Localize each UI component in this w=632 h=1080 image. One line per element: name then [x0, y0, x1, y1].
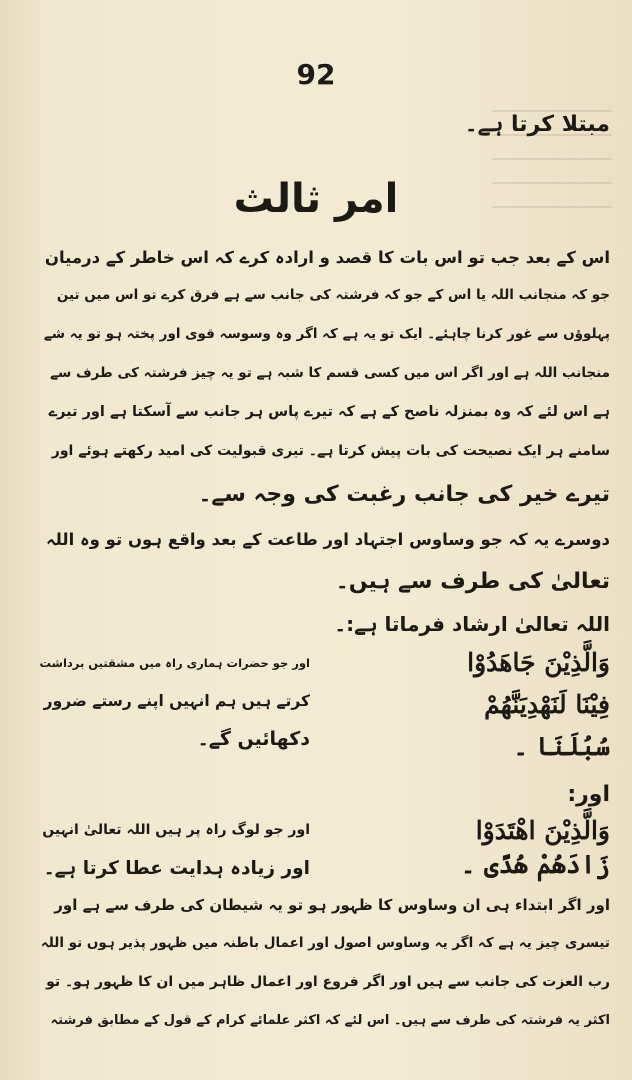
connector-text: اور:: [567, 782, 610, 807]
paragraph-line: اور اگر ابتداء ہی ان وساوس کا ظہور ہو تو یہ شیطان کی طرف سے ہے اور: [54, 896, 610, 914]
verse-translation-line: اور زیادہ ہدایت عطا کرتا ہے۔: [43, 858, 310, 879]
paragraph-line: ہے اس لئے کہ وہ بمنزلہ ناصح کے ہے کہ تیرے پاس ہر جانب سے آسکتا ہے اور تیرے: [48, 404, 610, 420]
verse-translation-line: دکھائیں گے۔: [197, 728, 310, 750]
quote-intro: اللہ تعالیٰ ارشاد فرماتا ہے:۔: [334, 612, 610, 636]
paragraph-line: اس کے بعد جب تو اس بات کا قصد و ارادہ کرے کہ اس خاطر کے درمیان: [44, 248, 610, 267]
paragraph-line: منجانب اللہ ہے اور اگر اس میں کسی قسم کا شبہ ہے تو یہ چیز فرشتہ کی طرف سے: [50, 365, 610, 381]
paragraph-line: جو کہ منجانب اللہ یا اس کے جو کہ فرشتہ کی جانب سے ہے فرق کرے تو اس میں تین: [56, 287, 610, 303]
arabic-verse-line: زَادَهُمْ هُدًی ۔: [460, 850, 610, 879]
arabic-verse-line: فِیْنَا لَنَهْدِیَنَّهُمْ: [484, 690, 610, 719]
verse-translation-line: اور جو لوگ راہ پر ہیں اللہ تعالیٰ انہیں: [42, 822, 310, 838]
paragraph-line: رب العزت کی جانب سے ہیں اور اگر فروع اور اعمال ظاہر میں ان کا ظہور ہو۔ تو: [46, 974, 610, 990]
paragraph-line: اکثر یہ فرشتہ کی طرف سے ہیں۔ اس لئے کہ اکثر علمائے کرام کے قول کے مطابق فرشتہ: [50, 1013, 610, 1028]
arabic-verse-line: وَالَّذِیْنَ جَاهَدُوْا: [467, 648, 610, 677]
paragraph-line: تعالیٰ کی طرف سے ہیں۔: [335, 569, 610, 594]
arabic-verse-line: سُبُلَنَا ۔: [513, 732, 610, 761]
paragraph-line: دوسرے یہ کہ جو وساوس اجتہاد اور طاعت کے بعد واقع ہوں تو وہ اللہ: [46, 530, 610, 549]
opening-line: مبتلا کرتا ہے۔: [464, 112, 610, 137]
paragraph-line: پہلوؤں سے غور کرنا چاہئے۔ ایک تو یہ ہے کہ اگر وہ وسوسہ قوی اور پختہ ہو تو یہ شے: [43, 326, 610, 342]
paragraph-line: سامنے ہر ایک نصیحت کی بات پیش کرتا ہے۔ تیری قبولیت کی امید رکھتے ہوئے اور: [51, 443, 610, 459]
paragraph-line: تیسری چیز یہ ہے کہ اگر یہ وساوس اصول اور اعمال باطنہ میں ظہور پذیر ہوں تو اللہ: [40, 935, 610, 951]
verse-translation-line: کرتے ہیں ہم انہیں اپنے رستے ضرور: [43, 692, 310, 710]
section-heading: امر ثالث: [233, 176, 399, 222]
page-number: 92: [296, 58, 336, 91]
paragraph-line: تیرے خیر کی جانب رغبت کی وجہ سے۔: [198, 482, 610, 507]
arabic-verse-line: وَالَّذِیْنَ اهْتَدَوْا: [475, 816, 610, 845]
verse-translation-line: اور جو حضرات ہماری راہ میں مشقتیں برداشت: [39, 656, 310, 670]
